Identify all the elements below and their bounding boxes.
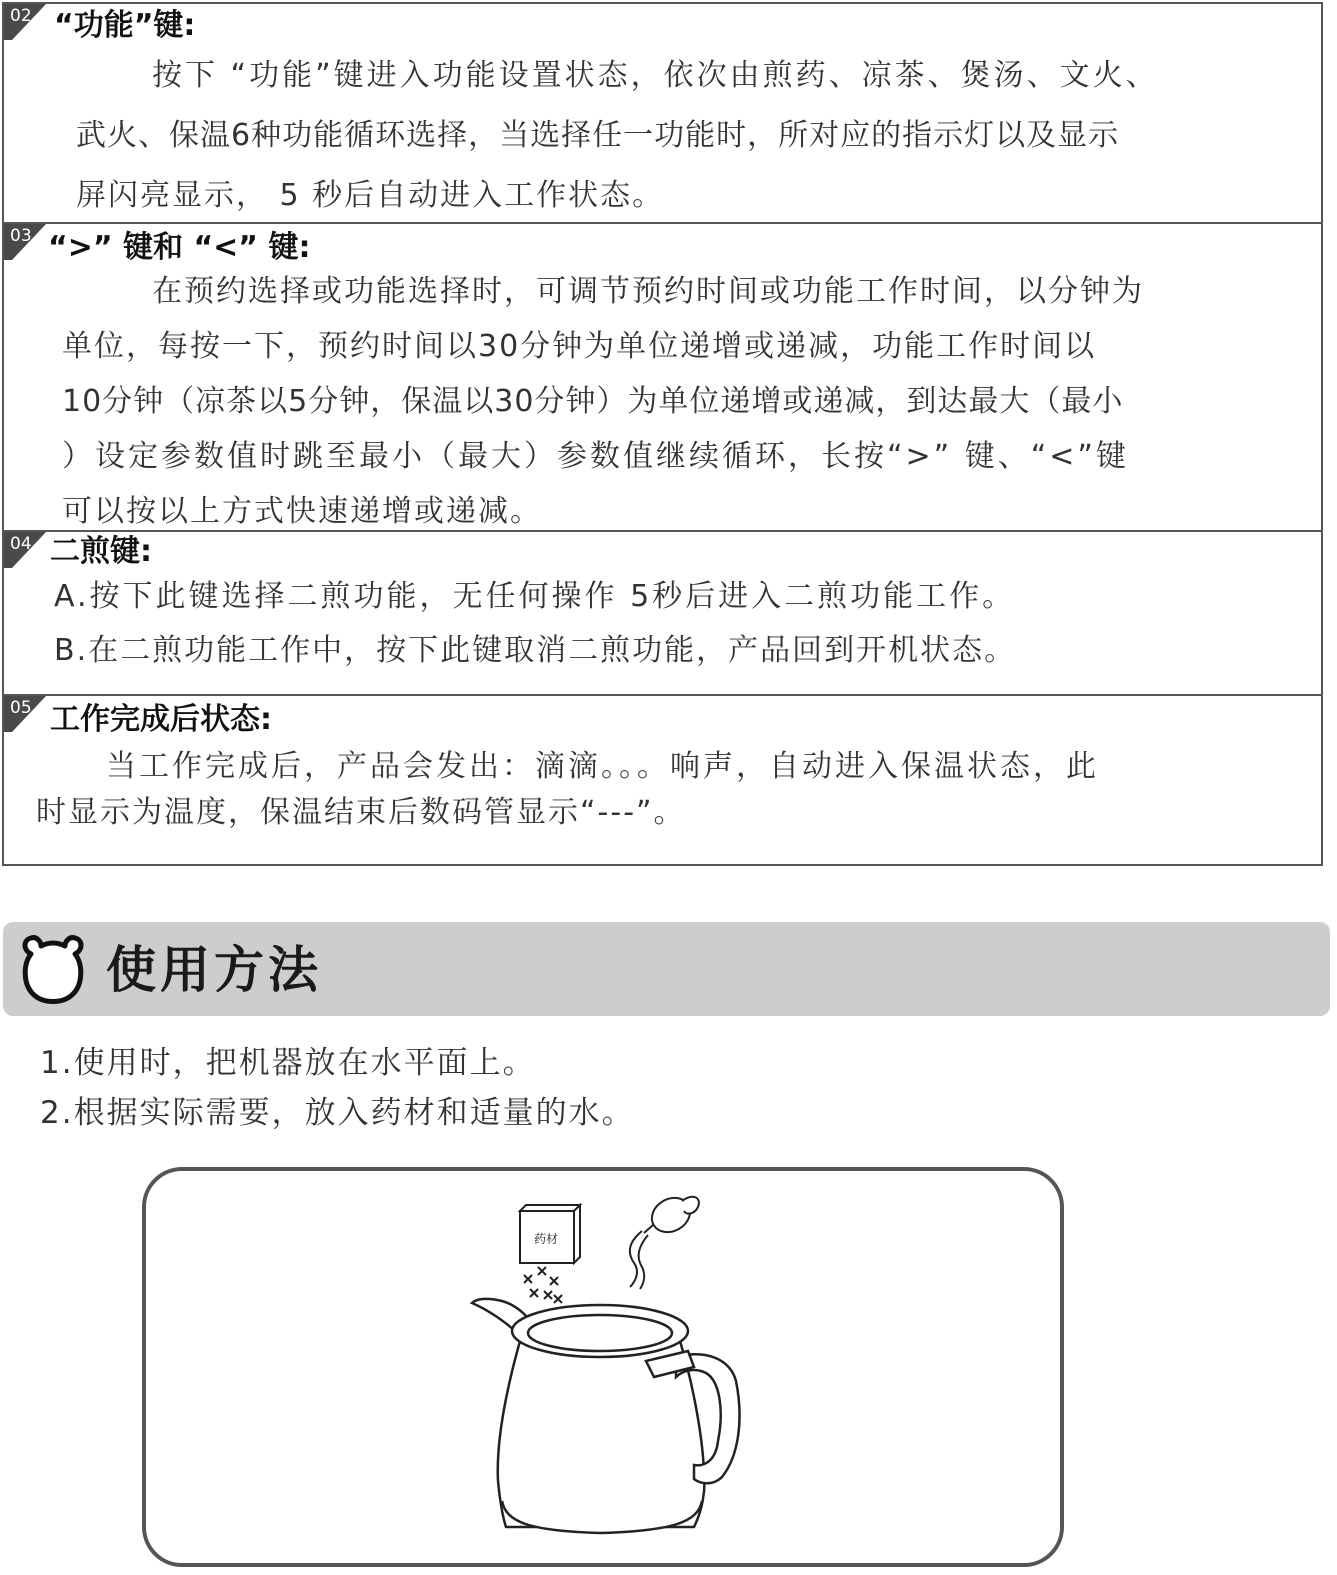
section-badge-02	[4, 4, 48, 40]
illustration-panel	[142, 1167, 1064, 1567]
section-number: 05	[10, 698, 32, 718]
body-line: 可以按以上方式快速递增或递减。	[62, 494, 542, 529]
kettle-icon	[472, 1299, 740, 1533]
section-heading: 工作完成后状态:	[50, 702, 272, 737]
usage-steps	[40, 1038, 635, 1138]
kettle-illustration	[146, 1171, 1060, 1563]
usage-step: 1.使用时，把机器放在水平面上。	[40, 1045, 536, 1081]
section-04	[2, 530, 1323, 696]
body-line: 按下 “功能”键进入功能设置状态，依次由煎药、凉茶、煲汤、文火、	[152, 58, 1159, 93]
section-heading: “>” 键和 “<” 键:	[48, 230, 311, 265]
body-line: 屏闪亮显示， 5 秒后自动进入工作状态。	[76, 178, 665, 213]
usage-banner	[3, 922, 1330, 1016]
body-line: A.按下此键选择二煎功能，无任何操作 5秒后进入二煎功能工作。	[54, 579, 1016, 614]
section-03	[2, 222, 1323, 532]
section-heading: “功能”键:	[54, 8, 196, 43]
body-line: 在预约选择或功能选择时，可调节预约时间或功能工作时间，以分钟为	[152, 274, 1144, 309]
body-line: 单位，每按一下，预约时间以30分钟为单位递增或递减，功能工作时间以	[62, 329, 1097, 364]
section-number: 03	[10, 226, 32, 246]
section-badge-04	[4, 532, 48, 568]
section-heading: 二煎键:	[50, 534, 152, 569]
body-line: ）设定参数值时跳至最小（最大）参数值继续循环，长按“>” 键、“<”键	[62, 439, 1129, 474]
water-stream	[630, 1231, 648, 1289]
section-badge-03	[4, 224, 48, 260]
section-05	[2, 694, 1323, 866]
falling-herbs	[524, 1267, 562, 1303]
usage-title: 使用方法	[106, 941, 322, 999]
section-badge-05	[4, 696, 48, 732]
body-line: 时显示为温度，保温结束后数码管显示“---”。	[36, 795, 686, 830]
herb-box-label: 药材	[534, 1232, 559, 1246]
usage-step: 2.根据实际需要，放入药材和适量的水。	[40, 1095, 635, 1131]
body-line: 10分钟（凉茶以5分钟，保温以30分钟）为单位递增或递减，到达最大（最小	[62, 384, 1124, 419]
body-line: 武火、保温6种功能循环选择，当选择任一功能时，所对应的指示灯以及显示	[76, 118, 1120, 153]
body-line: B.在二煎功能工作中，按下此键取消二煎功能，产品回到开机状态。	[54, 633, 1017, 668]
section-number: 02	[10, 6, 32, 26]
section-number: 04	[10, 534, 32, 554]
bear-face-icon	[17, 932, 89, 1008]
body-line: 当工作完成后，产品会发出：滴滴。。。响声，自动进入保温状态，此	[106, 749, 1099, 784]
section-02	[2, 2, 1323, 224]
water-pot-icon	[644, 1191, 699, 1239]
